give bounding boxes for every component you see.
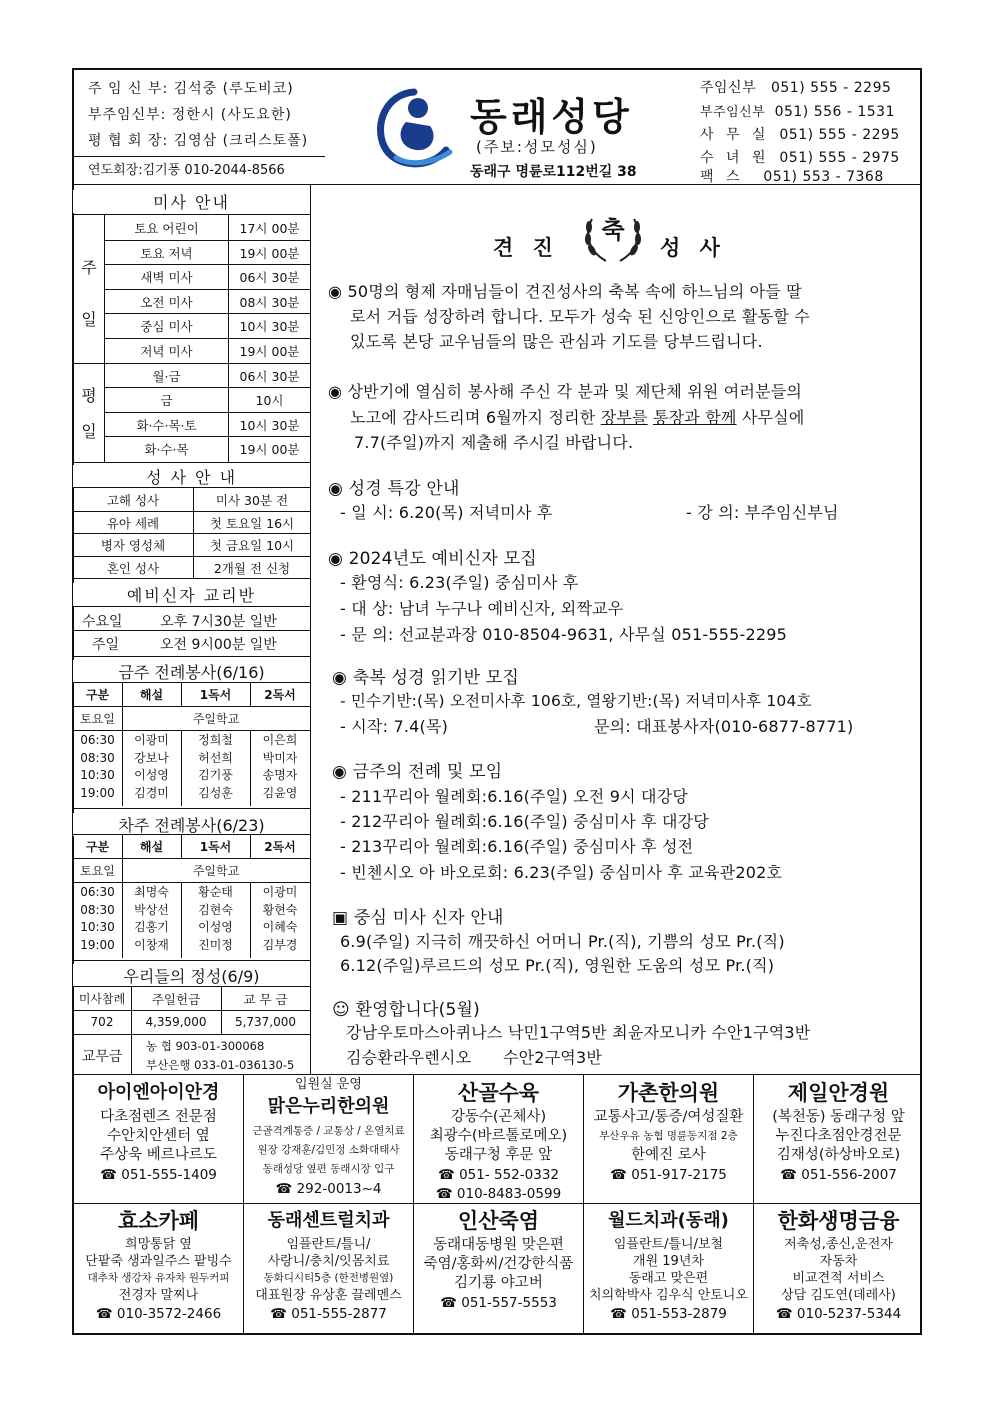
ad-name: 가촌한의원: [617, 1081, 720, 1105]
ad-line: 동화디시티5층 (한전병원옆): [263, 1272, 394, 1284]
sunday-label: 주 일: [81, 258, 97, 329]
ad-line: 개원 19년차: [633, 1254, 704, 1269]
ad-line: 대추차 생강차 유자차 원두커피: [87, 1272, 230, 1284]
ledger-notice: 7.7(주일)까지 제출해 주시길 바랍니다.: [354, 433, 634, 452]
ad-name: 맑은누리한의원: [267, 1096, 390, 1117]
sidebar-divider: [310, 184, 311, 1074]
ad-phone: ☎ 051-553-2879: [610, 1306, 727, 1322]
catechumen-day: 수요일: [82, 614, 123, 630]
ad-line: 사랑니/충치/잇몸치료: [267, 1254, 390, 1269]
confirmation-text: ◉ 50명의 형제 자매님들이 견진성사의 축복 속에 하느님의 아들 딸: [328, 282, 802, 301]
ad-phone: ☎ 051-555-2877: [270, 1306, 387, 1322]
ad-line: 대표원장 유상훈 끌레멘스: [255, 1288, 402, 1303]
parish-logo-icon: [366, 84, 462, 174]
weekly-meeting-line: - 212꾸리아 월례회:6.16(주일) 중심미사 후 대강당: [340, 812, 709, 831]
offering-header: 주일헌금: [151, 992, 201, 1007]
ad-block: [74, 1206, 243, 1324]
catechumen-time: 오후 7시30분 일반: [160, 614, 277, 630]
new-members-title: ▣ 중심 미사 신자 안내: [332, 908, 504, 928]
sacrament-time: 2개월 전 신청: [213, 561, 291, 577]
ad-line: 김재성(하상바오로): [776, 1147, 901, 1163]
offering-header: 교 무 금: [243, 992, 288, 1007]
mass-name: 새벽 미사: [140, 270, 193, 286]
liturgy-reader2: 이광미 황현숙 이혜숙 김부경: [262, 885, 298, 952]
mass-name: 토요 어린이: [134, 221, 199, 236]
row-divider: [104, 338, 310, 339]
row-divider: [73, 511, 310, 512]
row-divider: [73, 706, 310, 707]
ad-line: (복천동) 동래구청 앞: [772, 1109, 905, 1125]
ad-phone: ☎ 051-557-5553: [440, 1295, 557, 1311]
saturday-label: 토요일: [80, 712, 115, 726]
ledger-notice: ◉ 상반기에 열심히 봉사해 주신 각 분과 및 제단체 위원 여러분들의: [328, 382, 803, 401]
welcome-title: ☺ 환영합니다(5월): [332, 1000, 480, 1020]
ad-name: 제일안경원: [787, 1081, 890, 1105]
ad-line: 다초점렌즈 전문점: [100, 1109, 217, 1125]
mass-name: 월·금: [152, 368, 181, 384]
ad-line: 임플란트/틀니/: [286, 1237, 371, 1252]
ad-phone: ☎ 051- 552-0332: [437, 1167, 560, 1183]
sacrament-name: 고해 성사: [106, 493, 160, 508]
confirmation-title-left: 견 진: [493, 236, 559, 260]
ad-line: 저축성,종신,운전자: [784, 1237, 893, 1252]
ad-line: 수안치안센터 옆: [107, 1128, 210, 1144]
ad-tagline: 입원실 운영: [295, 1077, 362, 1092]
liturgy-header: 1독서: [199, 840, 232, 854]
liturgy-next-title: 차주 전례봉사(6/23): [73, 813, 310, 836]
ad-line: 강동수(곤체사): [450, 1109, 547, 1125]
confirmation-text: 있도록 본당 교우님들의 많은 관심과 기도를 당부드립니다.: [350, 332, 763, 351]
ad-line: 비교견적 서비스: [792, 1271, 885, 1286]
new-members-line: 6.9(주일) 지극히 깨끗하신 어머니 Pr.(직), 기쁨의 성모 Pr.(직): [340, 932, 785, 951]
row-divider: [104, 436, 310, 437]
reading-group-contact: 문의: 대표봉사자(010-6877-8771): [594, 717, 854, 736]
ad-phone: ☎ 051-917-2175: [610, 1167, 727, 1183]
bible-lecture-date: - 일 시: 6.20(목) 저녁미사 후: [340, 503, 553, 522]
ad-block: [74, 1078, 243, 1185]
row-divider: [73, 730, 310, 731]
liturgy-this-title: 금주 전례봉사(6/16): [73, 660, 310, 683]
ad-line: 전경자 말찌나: [118, 1288, 199, 1303]
offering-sunday: 4,359,000: [145, 1015, 207, 1029]
liturgy-reader1: 정희철 허선희 김기풍 김성훈: [198, 733, 233, 800]
row-divider: [104, 240, 310, 241]
mass-time: 06시 30분: [239, 368, 300, 384]
mass-name: 저녁 미사: [140, 344, 193, 359]
mass-name: 금: [160, 393, 173, 409]
catechumen-recruit-line: - 대 상: 남녀 누구나 예비신자, 외짝교우: [340, 599, 624, 618]
reading-group-line: - 민수기반:(목) 오전미사후 106호, 열왕기반:(목) 저녁미사후 104호: [340, 692, 812, 710]
welcome-line: 김승환라우렌시오 수안2구역3반: [346, 1048, 603, 1067]
sacrament-title: 성 사 안 내: [73, 465, 310, 488]
mass-time: 06시 30분: [239, 270, 300, 286]
sacrament-name: 혼인 성사: [106, 561, 160, 577]
mass-time: 19시 00분: [239, 344, 300, 359]
ad-phone: ☎ 010-5237-5344: [775, 1306, 902, 1322]
ad-block: [584, 1078, 753, 1185]
ad-phone: ☎ 010-8483-0599: [435, 1186, 562, 1202]
catechumen-recruit-line: - 환영식: 6.23(주일) 중심미사 후: [340, 573, 579, 592]
ad-phone: ☎ 010-3572-2466: [95, 1306, 222, 1322]
row-divider: [104, 313, 310, 314]
liturgy-header: 해설: [139, 688, 164, 702]
reading-group-start: - 시작: 7.4(목): [340, 717, 449, 736]
ad-line: 단팥죽 생과일주스 팥빙수: [85, 1254, 232, 1269]
mass-time: 10시 30분: [239, 319, 300, 335]
ad-block: [414, 1206, 583, 1313]
liturgy-header: 1독서: [199, 688, 232, 702]
liturgy-header: 해설: [139, 840, 164, 854]
mass-time: 19시 00분: [239, 442, 300, 458]
contact-office: 사 무 실 051) 555 - 2295: [700, 127, 900, 143]
ad-block: [754, 1206, 923, 1324]
liturgy-header: 구분: [85, 688, 110, 702]
bible-lecture-title: ◉ 성경 특강 안내: [328, 479, 460, 499]
mass-name: 토요 저녁: [140, 245, 193, 261]
mass-time: 19시 00분: [239, 245, 300, 261]
ad-line: 치의학박사 김우식 안토니오: [589, 1288, 748, 1303]
weekly-meeting-line: - 빈첸시오 아 바오로회: 6.23(주일) 중심미사 후 교육관202호: [340, 863, 783, 882]
liturgy-times: 06:30 08:30 10:30 19:00: [80, 885, 115, 952]
liturgy-commentator: 이광미 강보나 이성영 김경미: [134, 733, 169, 800]
offering-attendance: 702: [90, 1015, 114, 1029]
weekly-meeting-line: - 211꾸리아 월례회:6.16(주일) 오전 9시 대강당: [340, 787, 689, 806]
weekly-meetings-title: ◉ 금주의 전례 및 모임: [332, 762, 503, 782]
liturgy-times: 06:30 08:30 10:30 19:00: [80, 733, 115, 800]
divider: [73, 156, 325, 157]
ad-block: [584, 1206, 753, 1324]
mass-name: 중심 미사: [140, 319, 193, 335]
mass-name: 화·수·목: [144, 442, 189, 458]
ad-line: 근골격계통증 / 교통상 / 온열치료: [252, 1125, 405, 1137]
council-president-line: 평 협 회 장: 김영삼 (크리스토폴): [88, 133, 309, 149]
ad-name: 산골수육: [457, 1081, 540, 1105]
row-divider: [104, 412, 310, 413]
row-divider: [104, 264, 310, 265]
weekly-meeting-line: - 213꾸리아 월례회:6.16(주일) 중심미사 후 성전: [340, 837, 694, 856]
ad-line: 동래성당 옆편 동래시장 입구: [262, 1163, 395, 1175]
row-divider: [73, 882, 310, 883]
ad-block: [754, 1078, 923, 1185]
ad-block: [414, 1078, 583, 1203]
row-divider: [73, 533, 310, 534]
catechumen-recruit-title: ◉ 2024년도 예비신자 모집: [328, 549, 537, 569]
new-members-line: 6.12(주일)루르드의 성모 Pr.(직), 영원한 도움의 성모 Pr.(직): [340, 956, 775, 975]
confirmation-text: 로서 거듭 성장하려 합니다. 모두가 성숙 된 신앙인으로 활동할 수: [350, 307, 810, 326]
ad-name: 월드치과(동래): [608, 1210, 729, 1231]
sacrament-name: 유아 세례: [106, 515, 160, 531]
ledger-notice: 노고에 감사드리며 6월까지 정리한 장부를 통장과 함께 사무실에: [350, 408, 805, 427]
ad-line: 자동차: [819, 1254, 858, 1269]
ad-block: [244, 1078, 413, 1199]
ad-phone: ☎ 051-556-2007: [780, 1167, 897, 1183]
parish-title: 동래성당: [470, 95, 633, 139]
mass-title: 미사 안내: [73, 190, 310, 213]
liturgy-reader2: 이은희 박미자 송명자 김윤영: [262, 733, 298, 800]
catechumen-time: 오전 9시00분 일반: [160, 637, 277, 653]
sacrament-time: 첫 토요일 16시: [209, 515, 295, 531]
ad-line: 동래고 맞은편: [628, 1271, 709, 1286]
mass-time: 17시 00분: [239, 221, 300, 236]
sacrament-time: 첫 금요일 10시: [209, 538, 295, 554]
patron-label: (주보:성모성심): [476, 138, 598, 156]
weekday-label: 평 일: [81, 386, 97, 441]
ad-phone: ☎ 051-555-1409: [100, 1167, 217, 1183]
confirmation-title-right: 성 사: [660, 236, 726, 260]
ad-line: 동래구청 후문 앞: [444, 1147, 553, 1163]
account-nonghyup: 농 협 903-01-300068: [146, 1039, 265, 1053]
row-divider: [104, 289, 310, 290]
bible-lecture-speaker: - 강 의: 부주임신부님: [686, 503, 839, 522]
row-divider: [73, 556, 310, 557]
catechumen-day: 주일: [92, 637, 120, 653]
parish-address: 동래구 명륜로112번길 38: [470, 164, 637, 180]
ad-name: 인산죽염: [457, 1209, 540, 1233]
congratulation-badge: 축: [601, 216, 625, 244]
liturgy-header: 구분: [85, 840, 110, 854]
contact-pastor: 주임신부 051) 555 - 2295: [700, 80, 892, 96]
row-divider: [73, 858, 310, 859]
ad-line: 한예진 로사: [631, 1147, 706, 1163]
liturgy-header: 2독서: [264, 688, 296, 702]
row-divider: [73, 363, 310, 364]
offering-header: 미사참례: [78, 992, 126, 1006]
ad-line: 김기룡 야고버: [454, 1275, 543, 1291]
assistant-pastor-line: 부주임신부: 정한시 (사도요한): [88, 107, 292, 123]
welcome-line: 강남우토마스아퀴나스 낙민1구역5반 최윤자모니카 수안1구역3반: [346, 1023, 811, 1042]
account-busan: 부산은행 033-01-036130-5: [146, 1058, 295, 1072]
ad-phone: ☎ 292-0013~4: [275, 1181, 382, 1197]
row-divider: [104, 387, 310, 388]
reading-group-title: ◉ 축복 성경 읽기반 모집: [332, 668, 520, 688]
account-label: 교무금: [81, 1049, 123, 1065]
ad-block: [244, 1206, 413, 1324]
contact-convent: 수 녀 원 051) 555 - 2975: [700, 150, 900, 166]
saturday-note: 주일학교: [192, 864, 240, 878]
sacrament-name: 병자 영성체: [100, 538, 166, 554]
ad-line: 원장 강재훈/김민정 소화대태사: [257, 1144, 400, 1156]
liturgy-header: 2독서: [264, 840, 296, 854]
mass-name: 오전 미사: [140, 294, 193, 310]
saturday-note: 주일학교: [192, 712, 240, 726]
pastor-line: 주 임 신 부: 김석중 (루도비코): [88, 81, 294, 97]
yeondo-line: 연도회장:김기풍 010-2044-8566: [88, 163, 285, 178]
offering-dues: 5,737,000: [234, 1015, 297, 1029]
mass-time: 10시: [255, 393, 284, 409]
ad-line: 희망통닭 옆: [125, 1237, 192, 1252]
catechumen-recruit-line: - 문 의: 선교분과장 010-8504-9631, 사무실 051-555-2295: [340, 625, 787, 644]
catechumen-title: 예비신자 교리반: [73, 583, 310, 606]
liturgy-commentator: 최명숙 박상선 김홍기 이창재: [134, 885, 169, 952]
mass-name: 화·수·목·토: [136, 417, 197, 433]
ad-line: 임플란트/틀니/보철: [613, 1237, 724, 1252]
sacrament-time: 미사 30분 전: [215, 493, 289, 508]
ad-line: 누진다초점안경전문: [775, 1128, 902, 1144]
offering-title: 우리들의 정성(6/9): [73, 964, 310, 987]
ad-line: 부산우유 농협 명륜동지점 2층: [599, 1130, 738, 1142]
mass-time: 10시 30분: [239, 417, 300, 433]
ad-name: 동래센트럴치과: [267, 1210, 390, 1231]
ad-name: 아이엔아이안경: [97, 1082, 220, 1103]
ad-line: 동래대동병원 맞은편: [433, 1237, 564, 1253]
ad-line: 주상욱 베르나르도: [100, 1147, 217, 1163]
liturgy-reader1: 황순태 김현숙 이성영 진미정: [198, 885, 233, 952]
contact-fax: 팩 스 051) 553 - 7368: [700, 169, 884, 185]
ad-line: 상담 김도연(데레사): [781, 1288, 896, 1303]
contact-assistant: 부주임신부 051) 556 - 1531: [700, 104, 895, 120]
ad-line: 죽염/홍화씨/건강한식품: [423, 1256, 574, 1272]
ad-name: 효소카페: [117, 1209, 200, 1233]
saturday-label: 토요일: [80, 864, 115, 878]
ad-name: 한화생명금융: [777, 1209, 900, 1233]
ad-line: 교통사고/통증/여성질환: [593, 1109, 744, 1125]
mass-time: 08시 30분: [239, 294, 300, 310]
ad-line: 최광수(바르톨로메오): [429, 1128, 568, 1144]
